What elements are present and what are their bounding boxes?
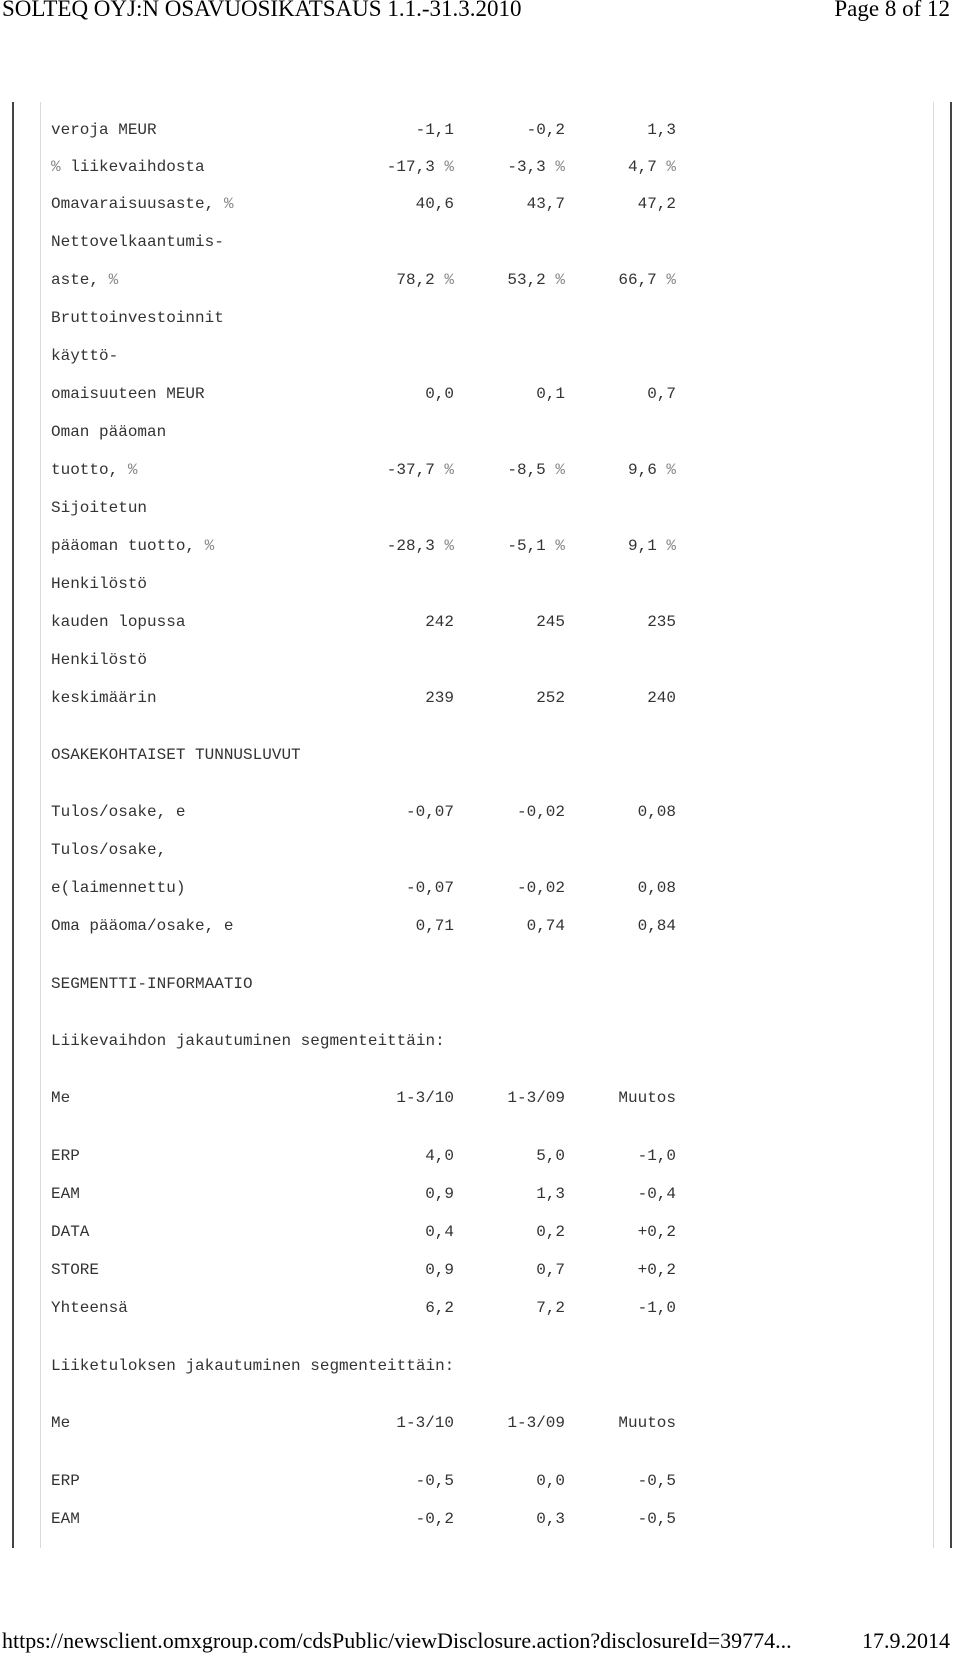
value-col-3: -1,0 xyxy=(637,1299,676,1317)
section-heading xyxy=(10,972,952,996)
row-label: DATA xyxy=(51,1223,90,1241)
table-row xyxy=(10,268,952,292)
print-date: 17.9.2014 xyxy=(862,1628,950,1653)
row-label: Liikevaihdon jakautuminen segmenteittäin: xyxy=(51,1032,445,1050)
row-label: keskimäärin xyxy=(51,689,157,707)
row-label: aste, % xyxy=(51,271,119,289)
value-col-3: 4,7 % xyxy=(627,158,676,176)
value-col-3: +0,2 xyxy=(637,1223,676,1241)
row-label: pääoman tuotto, % xyxy=(51,537,215,555)
value-col-1: 0,71 xyxy=(415,917,454,935)
table-row xyxy=(10,1469,952,1493)
content-frame xyxy=(10,102,952,1548)
document-title: SOLTEQ OYJ:N OSAVUOSIKATSAUS 1.1.-31.3.2010 xyxy=(2,0,522,21)
value-col-2: 0,74 xyxy=(526,917,565,935)
row-label: kauden lopussa xyxy=(51,613,186,631)
value-col-3: 1,3 xyxy=(647,121,676,139)
row-label: STORE xyxy=(51,1261,100,1279)
table-row xyxy=(10,192,952,216)
page-number: Page 8 of 12 xyxy=(834,0,950,21)
table-row xyxy=(10,686,952,710)
subsection-heading xyxy=(10,1029,952,1053)
row-label: omaisuuteen MEUR xyxy=(51,385,205,403)
value-col-2: 0,0 xyxy=(536,1472,565,1490)
value-col-3: Muutos xyxy=(618,1089,676,1107)
table-row xyxy=(10,1182,952,1206)
row-label: Henkilöstö xyxy=(51,651,148,669)
table-row xyxy=(10,458,952,482)
value-col-3: +0,2 xyxy=(637,1261,676,1279)
value-col-2: -3,3 % xyxy=(507,158,565,176)
value-col-1: 4,0 xyxy=(425,1147,454,1165)
table-row xyxy=(10,1507,952,1531)
table-row xyxy=(10,800,952,824)
table-row xyxy=(10,1296,952,1320)
value-col-2: 0,1 xyxy=(536,385,565,403)
row-label: Tulos/osake, xyxy=(51,841,167,859)
row-label: tuotto, % xyxy=(51,461,138,479)
value-col-2: 1-3/09 xyxy=(507,1089,565,1107)
table-row xyxy=(10,1220,952,1244)
row-label: Oma pääoma/osake, e xyxy=(51,917,234,935)
value-col-3: 47,2 xyxy=(637,195,676,213)
value-col-1: 239 xyxy=(425,689,454,707)
value-col-1: -37,7 % xyxy=(386,461,454,479)
value-col-1: -1,1 xyxy=(415,121,454,139)
row-label: veroja MEUR xyxy=(51,121,157,139)
value-col-3: -0,4 xyxy=(637,1185,676,1203)
table-row xyxy=(10,382,952,406)
row-label: Nettovelkaantumis- xyxy=(51,233,224,251)
table-row xyxy=(10,534,952,558)
source-url: https://newsclient.omxgroup.com/cdsPublic/viewDisclosure.action?disclosureId=39774... xyxy=(2,1628,792,1653)
table-row xyxy=(10,1144,952,1168)
table-row xyxy=(10,1258,952,1282)
value-col-2: 5,0 xyxy=(536,1147,565,1165)
value-col-1: -0,07 xyxy=(405,803,454,821)
row-label: Bruttoinvestoinnit xyxy=(51,309,224,327)
value-col-2: -8,5 % xyxy=(507,461,565,479)
value-col-3: 9,6 % xyxy=(627,461,676,479)
value-col-2: 43,7 xyxy=(526,195,565,213)
table-row xyxy=(10,306,952,330)
value-col-2: 1-3/09 xyxy=(507,1414,565,1432)
row-label: Me xyxy=(51,1414,71,1432)
section-heading xyxy=(10,743,952,767)
value-col-1: 1-3/10 xyxy=(396,1089,454,1107)
row-label: Tulos/osake, e xyxy=(51,803,186,821)
row-label: käyttö- xyxy=(51,347,119,365)
table-row xyxy=(10,914,952,938)
value-col-2: -5,1 % xyxy=(507,537,565,555)
value-col-2: -0,2 xyxy=(526,121,565,139)
table-row xyxy=(10,648,952,672)
value-col-2: 245 xyxy=(536,613,565,631)
value-col-2: 0,3 xyxy=(536,1510,565,1528)
value-col-3: 66,7 % xyxy=(618,271,676,289)
table-row xyxy=(10,344,952,368)
table-row xyxy=(10,496,952,520)
table-row xyxy=(10,230,952,254)
row-label: Liiketuloksen jakautuminen segmenteittäin: xyxy=(51,1357,455,1375)
value-col-1: 242 xyxy=(425,613,454,631)
value-col-1: 6,2 xyxy=(425,1299,454,1317)
value-col-3: 0,08 xyxy=(637,879,676,897)
value-col-3: 0,84 xyxy=(637,917,676,935)
value-col-3: -1,0 xyxy=(637,1147,676,1165)
value-col-2: -0,02 xyxy=(516,879,565,897)
value-col-1: 0,0 xyxy=(425,385,454,403)
row-label: Me xyxy=(51,1089,71,1107)
value-col-3: 0,7 xyxy=(647,385,676,403)
table-row xyxy=(10,572,952,596)
value-col-3: 9,1 % xyxy=(627,537,676,555)
value-col-2: 0,2 xyxy=(536,1223,565,1241)
value-col-1: 78,2 % xyxy=(396,271,454,289)
table-row xyxy=(10,876,952,900)
column-header-row xyxy=(10,1411,952,1435)
row-label: SEGMENTTI-INFORMAATIO xyxy=(51,975,253,993)
value-col-1: -17,3 % xyxy=(386,158,454,176)
table-row xyxy=(10,420,952,444)
row-label: % liikevaihdosta xyxy=(51,158,205,176)
value-col-2: 1,3 xyxy=(536,1185,565,1203)
subsection-heading xyxy=(10,1354,952,1378)
row-label: Omavaraisuusaste, % xyxy=(51,195,234,213)
table-row xyxy=(10,155,952,179)
row-label: e(laimennettu) xyxy=(51,879,186,897)
value-col-1: 0,9 xyxy=(425,1185,454,1203)
table-row xyxy=(10,118,952,142)
row-label: Henkilöstö xyxy=(51,575,148,593)
value-col-3: 0,08 xyxy=(637,803,676,821)
row-label: Yhteensä xyxy=(51,1299,128,1317)
value-col-1: -0,5 xyxy=(415,1472,454,1490)
value-col-3: -0,5 xyxy=(637,1510,676,1528)
row-label: ERP xyxy=(51,1472,80,1490)
value-col-3: 240 xyxy=(647,689,676,707)
value-col-1: 0,4 xyxy=(425,1223,454,1241)
table-row xyxy=(10,838,952,862)
value-col-2: 53,2 % xyxy=(507,271,565,289)
row-label: Oman pääoman xyxy=(51,423,167,441)
value-col-3: -0,5 xyxy=(637,1472,676,1490)
value-col-1: -28,3 % xyxy=(386,537,454,555)
row-label: Sijoitetun xyxy=(51,499,148,517)
value-col-1: -0,07 xyxy=(405,879,454,897)
value-col-2: -0,02 xyxy=(516,803,565,821)
row-label: ERP xyxy=(51,1147,80,1165)
table-row xyxy=(10,610,952,634)
value-col-3: Muutos xyxy=(618,1414,676,1432)
value-col-3: 235 xyxy=(647,613,676,631)
row-label: EAM xyxy=(51,1185,80,1203)
column-header-row xyxy=(10,1086,952,1110)
value-col-1: 40,6 xyxy=(415,195,454,213)
value-col-2: 0,7 xyxy=(536,1261,565,1279)
row-label: OSAKEKOHTAISET TUNNUSLUVUT xyxy=(51,746,301,764)
value-col-1: 1-3/10 xyxy=(396,1414,454,1432)
value-col-1: 0,9 xyxy=(425,1261,454,1279)
row-label: EAM xyxy=(51,1510,80,1528)
value-col-2: 7,2 xyxy=(536,1299,565,1317)
value-col-1: -0,2 xyxy=(415,1510,454,1528)
value-col-2: 252 xyxy=(536,689,565,707)
